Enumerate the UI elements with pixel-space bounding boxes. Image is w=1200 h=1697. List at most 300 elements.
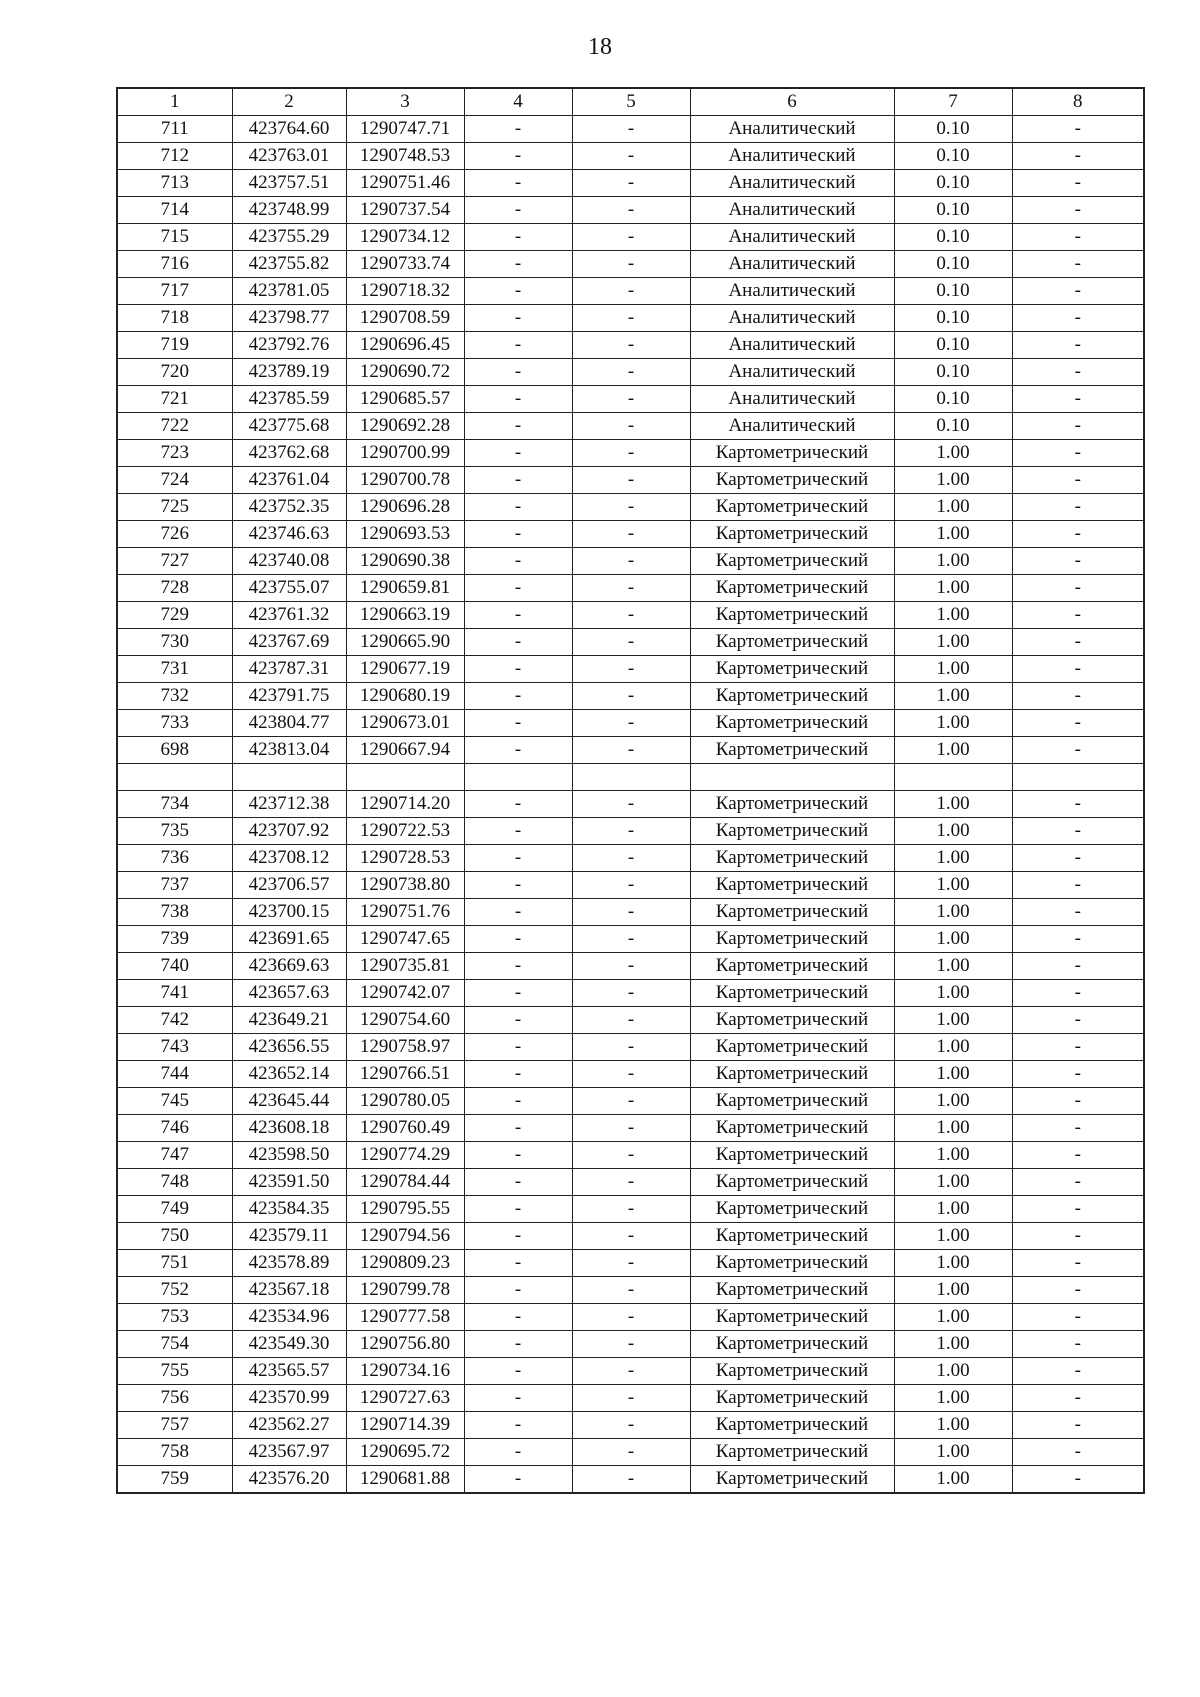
cell-col-5: -	[572, 1411, 690, 1438]
cell-point-number: 743	[117, 1033, 232, 1060]
cell-col-5: -	[572, 602, 690, 629]
cell-col-5: -	[572, 1087, 690, 1114]
cell-col-4: -	[464, 1249, 572, 1276]
cell-point-number: 726	[117, 521, 232, 548]
cell-x-coordinate: 423691.65	[232, 925, 346, 952]
cell-method: Аналитический	[690, 278, 894, 305]
cell-col-4: -	[464, 1114, 572, 1141]
cell-x-coordinate: 423584.35	[232, 1195, 346, 1222]
cell-col-8: -	[1012, 817, 1144, 844]
cell-accuracy: 0.10	[894, 116, 1012, 143]
cell-col-5: -	[572, 575, 690, 602]
cell-y-coordinate: 1290733.74	[346, 251, 464, 278]
cell-accuracy: 0.10	[894, 413, 1012, 440]
cell-col-4: -	[464, 898, 572, 925]
cell-col-5: -	[572, 710, 690, 737]
table-row	[117, 925, 1144, 952]
cell-point-number: 738	[117, 898, 232, 925]
cell-col-4: -	[464, 1141, 572, 1168]
table-row	[117, 1303, 1144, 1330]
cell-point-number: 719	[117, 332, 232, 359]
cell-col-5: -	[572, 629, 690, 656]
cell-method: Картометрический	[690, 656, 894, 683]
cell-col-8: -	[1012, 898, 1144, 925]
cell-method: Аналитический	[690, 116, 894, 143]
cell-x-coordinate: 423579.11	[232, 1222, 346, 1249]
cell-point-number: 718	[117, 305, 232, 332]
cell-accuracy: 1.00	[894, 575, 1012, 602]
cell-accuracy: 0.10	[894, 359, 1012, 386]
cell-accuracy: 1.00	[894, 1033, 1012, 1060]
cell-method: Картометрический	[690, 1168, 894, 1195]
table-row	[117, 575, 1144, 602]
cell-method: Аналитический	[690, 332, 894, 359]
cell-col-4: -	[464, 143, 572, 170]
cell-accuracy: 0.10	[894, 332, 1012, 359]
table-row	[117, 737, 1144, 764]
cell-accuracy: 1.00	[894, 1438, 1012, 1465]
cell-col-5: -	[572, 1033, 690, 1060]
cell-col-4: -	[464, 1006, 572, 1033]
cell-method: Аналитический	[690, 305, 894, 332]
cell-method: Картометрический	[690, 1384, 894, 1411]
cell-col-4: -	[464, 1060, 572, 1087]
table-row	[117, 251, 1144, 278]
cell-accuracy: 1.00	[894, 1141, 1012, 1168]
cell-col-8: -	[1012, 440, 1144, 467]
cell-point-number: 728	[117, 575, 232, 602]
table-row	[117, 143, 1144, 170]
cell-col-4: -	[464, 1033, 572, 1060]
cell-method: Картометрический	[690, 1357, 894, 1384]
cell-x-coordinate: 423700.15	[232, 898, 346, 925]
column-header-8: 8	[1012, 88, 1144, 116]
cell-col-8: -	[1012, 1384, 1144, 1411]
cell-col-5: -	[572, 1249, 690, 1276]
table-row	[117, 548, 1144, 575]
cell-accuracy: 0.10	[894, 224, 1012, 251]
cell-col-4: -	[464, 1303, 572, 1330]
cell-col-8: -	[1012, 1168, 1144, 1195]
cell-x-coordinate: 423649.21	[232, 1006, 346, 1033]
cell-accuracy: 1.00	[894, 1195, 1012, 1222]
cell-col-4: -	[464, 629, 572, 656]
cell-col-5: -	[572, 656, 690, 683]
cell-method: Картометрический	[690, 602, 894, 629]
cell-col-5: -	[572, 386, 690, 413]
cell-col-5: -	[572, 683, 690, 710]
cell-y-coordinate: 1290809.23	[346, 1249, 464, 1276]
cell-col-8: -	[1012, 1465, 1144, 1493]
cell-col-4: -	[464, 1276, 572, 1303]
cell-y-coordinate: 1290693.53	[346, 521, 464, 548]
cell-col-4: -	[464, 844, 572, 871]
cell-point-number: 722	[117, 413, 232, 440]
cell-col-5	[572, 764, 690, 791]
table-row	[117, 170, 1144, 197]
cell-accuracy: 1.00	[894, 1006, 1012, 1033]
cell-accuracy: 1.00	[894, 629, 1012, 656]
table-body	[117, 116, 1144, 1493]
cell-y-coordinate: 1290756.80	[346, 1330, 464, 1357]
cell-point-number: 715	[117, 224, 232, 251]
cell-x-coordinate: 423598.50	[232, 1141, 346, 1168]
cell-accuracy: 1.00	[894, 1384, 1012, 1411]
cell-x-coordinate: 423576.20	[232, 1465, 346, 1493]
cell-col-8: -	[1012, 386, 1144, 413]
cell-method: Картометрический	[690, 521, 894, 548]
cell-col-8: -	[1012, 925, 1144, 952]
cell-col-8: -	[1012, 548, 1144, 575]
cell-col-4: -	[464, 790, 572, 817]
cell-method: Картометрический	[690, 817, 894, 844]
cell-y-coordinate	[346, 764, 464, 791]
cell-y-coordinate: 1290718.32	[346, 278, 464, 305]
table-row	[117, 116, 1144, 143]
cell-col-8: -	[1012, 1060, 1144, 1087]
cell-x-coordinate: 423706.57	[232, 871, 346, 898]
cell-x-coordinate: 423534.96	[232, 1303, 346, 1330]
table-row	[117, 683, 1144, 710]
cell-x-coordinate: 423746.63	[232, 521, 346, 548]
cell-col-5: -	[572, 1276, 690, 1303]
cell-accuracy: 0.10	[894, 170, 1012, 197]
table-row	[117, 1141, 1144, 1168]
cell-col-4: -	[464, 413, 572, 440]
cell-point-number: 747	[117, 1141, 232, 1168]
cell-accuracy: 1.00	[894, 1411, 1012, 1438]
cell-x-coordinate: 423763.01	[232, 143, 346, 170]
cell-col-5: -	[572, 790, 690, 817]
cell-method: Аналитический	[690, 143, 894, 170]
table-row	[117, 817, 1144, 844]
cell-col-4: -	[464, 979, 572, 1006]
cell-method: Картометрический	[690, 629, 894, 656]
table-row	[117, 1276, 1144, 1303]
cell-x-coordinate: 423570.99	[232, 1384, 346, 1411]
cell-col-4: -	[464, 1330, 572, 1357]
cell-y-coordinate: 1290760.49	[346, 1114, 464, 1141]
cell-col-5: -	[572, 143, 690, 170]
cell-col-5: -	[572, 1195, 690, 1222]
cell-col-8: -	[1012, 1303, 1144, 1330]
cell-x-coordinate: 423755.29	[232, 224, 346, 251]
cell-col-4: -	[464, 1195, 572, 1222]
cell-point-number: 758	[117, 1438, 232, 1465]
column-header-4: 4	[464, 88, 572, 116]
cell-accuracy: 1.00	[894, 1276, 1012, 1303]
cell-y-coordinate: 1290700.99	[346, 440, 464, 467]
cell-x-coordinate: 423645.44	[232, 1087, 346, 1114]
cell-col-4: -	[464, 548, 572, 575]
cell-col-5: -	[572, 979, 690, 1006]
cell-x-coordinate: 423752.35	[232, 494, 346, 521]
cell-y-coordinate: 1290734.12	[346, 224, 464, 251]
cell-col-5: -	[572, 1465, 690, 1493]
cell-col-8: -	[1012, 1195, 1144, 1222]
cell-point-number: 742	[117, 1006, 232, 1033]
cell-accuracy: 1.00	[894, 548, 1012, 575]
cell-y-coordinate: 1290780.05	[346, 1087, 464, 1114]
cell-col-5: -	[572, 925, 690, 952]
cell-x-coordinate: 423761.04	[232, 467, 346, 494]
cell-col-5: -	[572, 170, 690, 197]
cell-y-coordinate: 1290777.58	[346, 1303, 464, 1330]
cell-col-4: -	[464, 656, 572, 683]
cell-x-coordinate: 423764.60	[232, 116, 346, 143]
cell-point-number: 731	[117, 656, 232, 683]
cell-y-coordinate: 1290795.55	[346, 1195, 464, 1222]
cell-col-5: -	[572, 1330, 690, 1357]
cell-method: Картометрический	[690, 1303, 894, 1330]
cell-point-number: 739	[117, 925, 232, 952]
table-row	[117, 1438, 1144, 1465]
cell-accuracy: 1.00	[894, 467, 1012, 494]
cell-y-coordinate: 1290690.38	[346, 548, 464, 575]
cell-method: Картометрический	[690, 710, 894, 737]
table-row	[117, 1222, 1144, 1249]
table-row	[117, 979, 1144, 1006]
cell-accuracy: 0.10	[894, 197, 1012, 224]
cell-y-coordinate: 1290751.46	[346, 170, 464, 197]
cell-col-8	[1012, 764, 1144, 791]
cell-col-8: -	[1012, 1357, 1144, 1384]
cell-col-8: -	[1012, 1411, 1144, 1438]
cell-col-4: -	[464, 1384, 572, 1411]
cell-col-5: -	[572, 494, 690, 521]
cell-col-8: -	[1012, 305, 1144, 332]
cell-y-coordinate: 1290794.56	[346, 1222, 464, 1249]
cell-y-coordinate: 1290700.78	[346, 467, 464, 494]
cell-col-8: -	[1012, 656, 1144, 683]
cell-method: Картометрический	[690, 1006, 894, 1033]
cell-col-5: -	[572, 521, 690, 548]
cell-col-8: -	[1012, 224, 1144, 251]
cell-col-5: -	[572, 116, 690, 143]
cell-x-coordinate: 423813.04	[232, 737, 346, 764]
cell-y-coordinate: 1290659.81	[346, 575, 464, 602]
table-row	[117, 1033, 1144, 1060]
table-row	[117, 1465, 1144, 1493]
cell-col-8: -	[1012, 1114, 1144, 1141]
table-row	[117, 359, 1144, 386]
cell-col-4: -	[464, 1222, 572, 1249]
cell-point-number: 711	[117, 116, 232, 143]
cell-x-coordinate: 423775.68	[232, 413, 346, 440]
cell-x-coordinate: 423652.14	[232, 1060, 346, 1087]
cell-y-coordinate: 1290681.88	[346, 1465, 464, 1493]
cell-col-4: -	[464, 305, 572, 332]
cell-col-5: -	[572, 1006, 690, 1033]
cell-point-number: 721	[117, 386, 232, 413]
cell-x-coordinate: 423567.18	[232, 1276, 346, 1303]
cell-point-number: 716	[117, 251, 232, 278]
cell-method: Картометрический	[690, 871, 894, 898]
cell-x-coordinate: 423785.59	[232, 386, 346, 413]
cell-method: Картометрический	[690, 1330, 894, 1357]
cell-col-5: -	[572, 278, 690, 305]
cell-x-coordinate: 423669.63	[232, 952, 346, 979]
cell-accuracy: 1.00	[894, 1222, 1012, 1249]
cell-method: Картометрический	[690, 467, 894, 494]
cell-method: Картометрический	[690, 790, 894, 817]
cell-accuracy: 0.10	[894, 251, 1012, 278]
cell-col-8: -	[1012, 143, 1144, 170]
cell-x-coordinate: 423567.97	[232, 1438, 346, 1465]
cell-point-number: 748	[117, 1168, 232, 1195]
cell-x-coordinate: 423798.77	[232, 305, 346, 332]
cell-point-number	[117, 764, 232, 791]
cell-col-4: -	[464, 224, 572, 251]
cell-method: Аналитический	[690, 224, 894, 251]
cell-method: Аналитический	[690, 170, 894, 197]
cell-y-coordinate: 1290690.72	[346, 359, 464, 386]
cell-method: Картометрический	[690, 1033, 894, 1060]
table-row	[117, 197, 1144, 224]
cell-point-number: 753	[117, 1303, 232, 1330]
cell-point-number: 729	[117, 602, 232, 629]
cell-method: Картометрический	[690, 1087, 894, 1114]
cell-col-5: -	[572, 1168, 690, 1195]
cell-col-8: -	[1012, 979, 1144, 1006]
cell-y-coordinate: 1290766.51	[346, 1060, 464, 1087]
cell-y-coordinate: 1290722.53	[346, 817, 464, 844]
cell-accuracy: 1.00	[894, 871, 1012, 898]
cell-col-4: -	[464, 278, 572, 305]
cell-col-5: -	[572, 898, 690, 925]
cell-col-4: -	[464, 332, 572, 359]
cell-point-number: 736	[117, 844, 232, 871]
cell-col-5: -	[572, 952, 690, 979]
cell-col-8: -	[1012, 521, 1144, 548]
cell-accuracy: 0.10	[894, 278, 1012, 305]
cell-col-8: -	[1012, 737, 1144, 764]
cell-col-8: -	[1012, 1222, 1144, 1249]
cell-x-coordinate: 423707.92	[232, 817, 346, 844]
cell-method: Аналитический	[690, 413, 894, 440]
cell-point-number: 752	[117, 1276, 232, 1303]
cell-point-number: 724	[117, 467, 232, 494]
cell-col-5: -	[572, 197, 690, 224]
cell-y-coordinate: 1290696.45	[346, 332, 464, 359]
cell-col-5: -	[572, 1222, 690, 1249]
table-row	[117, 844, 1144, 871]
cell-point-number: 750	[117, 1222, 232, 1249]
cell-y-coordinate: 1290673.01	[346, 710, 464, 737]
cell-x-coordinate: 423761.32	[232, 602, 346, 629]
cell-col-8: -	[1012, 116, 1144, 143]
cell-y-coordinate: 1290695.72	[346, 1438, 464, 1465]
cell-accuracy: 1.00	[894, 494, 1012, 521]
cell-method: Картометрический	[690, 844, 894, 871]
cell-col-8: -	[1012, 197, 1144, 224]
cell-col-4: -	[464, 1168, 572, 1195]
cell-col-5: -	[572, 1303, 690, 1330]
cell-col-4	[464, 764, 572, 791]
table-row	[117, 1006, 1144, 1033]
cell-col-8: -	[1012, 1006, 1144, 1033]
cell-col-8: -	[1012, 602, 1144, 629]
cell-col-4: -	[464, 494, 572, 521]
cell-point-number: 756	[117, 1384, 232, 1411]
cell-col-4: -	[464, 359, 572, 386]
cell-col-8: -	[1012, 278, 1144, 305]
cell-col-4: -	[464, 925, 572, 952]
header-row	[117, 88, 1144, 116]
cell-x-coordinate: 423562.27	[232, 1411, 346, 1438]
cell-col-4: -	[464, 575, 572, 602]
cell-x-coordinate: 423740.08	[232, 548, 346, 575]
cell-col-8: -	[1012, 359, 1144, 386]
cell-col-4: -	[464, 440, 572, 467]
column-header-6: 6	[690, 88, 894, 116]
cell-col-4: -	[464, 952, 572, 979]
page-number: 18	[588, 34, 612, 60]
cell-method: Картометрический	[690, 1060, 894, 1087]
cell-method: Картометрический	[690, 1195, 894, 1222]
cell-col-8: -	[1012, 1249, 1144, 1276]
cell-y-coordinate: 1290727.63	[346, 1384, 464, 1411]
cell-method: Картометрический	[690, 898, 894, 925]
table-row	[117, 656, 1144, 683]
cell-accuracy: 1.00	[894, 1087, 1012, 1114]
cell-method: Картометрический	[690, 737, 894, 764]
coordinates-table	[116, 87, 1145, 1494]
cell-x-coordinate: 423787.31	[232, 656, 346, 683]
cell-col-4: -	[464, 602, 572, 629]
cell-col-8: -	[1012, 494, 1144, 521]
cell-col-5: -	[572, 359, 690, 386]
table-row	[117, 1114, 1144, 1141]
cell-y-coordinate: 1290747.65	[346, 925, 464, 952]
cell-accuracy: 0.10	[894, 386, 1012, 413]
table-row	[117, 710, 1144, 737]
cell-point-number: 744	[117, 1060, 232, 1087]
cell-point-number: 755	[117, 1357, 232, 1384]
cell-y-coordinate: 1290696.28	[346, 494, 464, 521]
cell-x-coordinate: 423712.38	[232, 790, 346, 817]
cell-col-5: -	[572, 332, 690, 359]
cell-x-coordinate: 423591.50	[232, 1168, 346, 1195]
cell-col-5: -	[572, 467, 690, 494]
cell-y-coordinate: 1290677.19	[346, 656, 464, 683]
cell-accuracy: 1.00	[894, 1249, 1012, 1276]
cell-col-8: -	[1012, 413, 1144, 440]
cell-method: Аналитический	[690, 251, 894, 278]
cell-col-5: -	[572, 1384, 690, 1411]
cell-col-5: -	[572, 224, 690, 251]
cell-col-8: -	[1012, 710, 1144, 737]
cell-point-number: 737	[117, 871, 232, 898]
cell-accuracy: 1.00	[894, 1060, 1012, 1087]
cell-accuracy: 1.00	[894, 521, 1012, 548]
cell-col-4: -	[464, 871, 572, 898]
table-row	[117, 224, 1144, 251]
cell-method: Аналитический	[690, 197, 894, 224]
cell-x-coordinate: 423767.69	[232, 629, 346, 656]
cell-col-8: -	[1012, 1330, 1144, 1357]
cell-accuracy: 0.10	[894, 305, 1012, 332]
cell-x-coordinate: 423781.05	[232, 278, 346, 305]
cell-point-number: 759	[117, 1465, 232, 1493]
table-row	[117, 305, 1144, 332]
cell-col-5: -	[572, 817, 690, 844]
cell-col-8: -	[1012, 1033, 1144, 1060]
cell-method: Картометрический	[690, 952, 894, 979]
table-row	[117, 440, 1144, 467]
cell-col-4: -	[464, 1411, 572, 1438]
cell-col-4: -	[464, 1087, 572, 1114]
